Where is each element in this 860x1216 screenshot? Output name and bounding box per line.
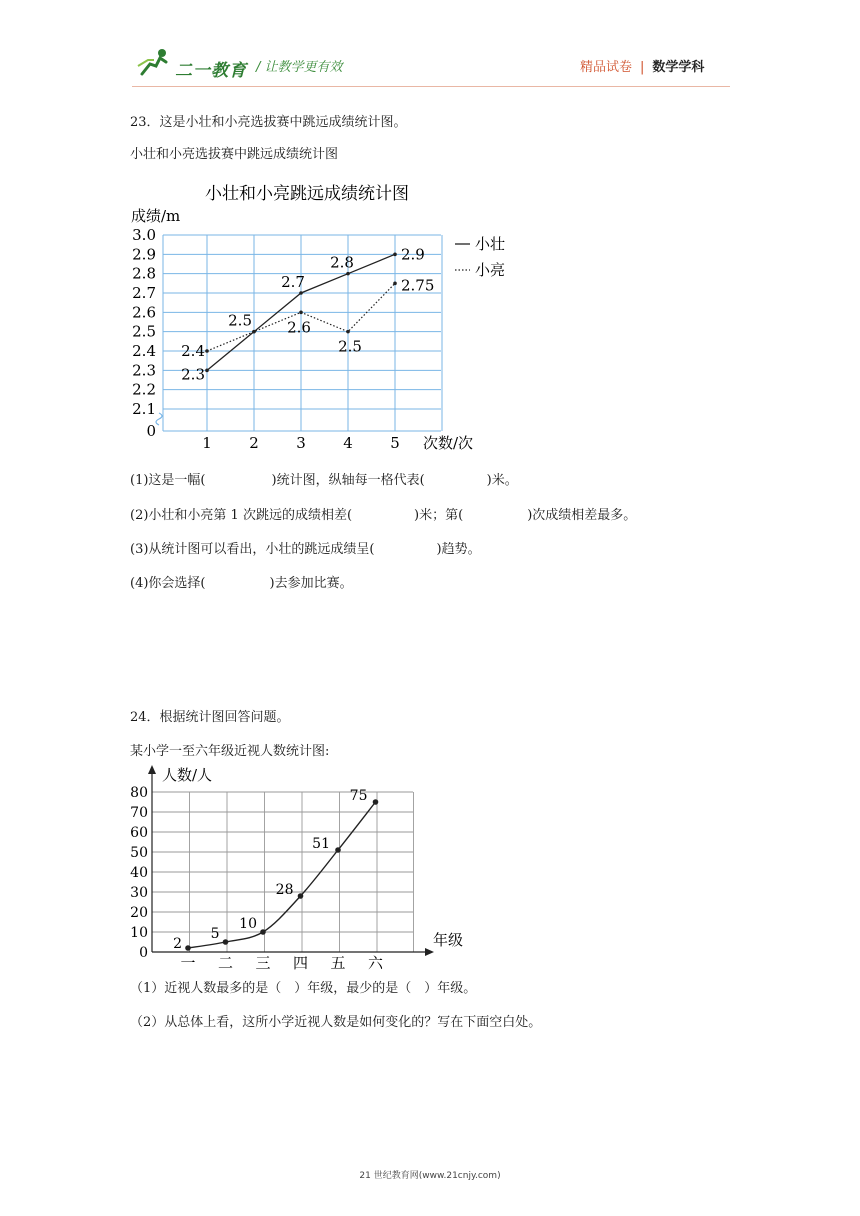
data-label: 2.3 <box>181 365 205 384</box>
q23-sub4-text-a: (4)你会选择( <box>130 576 206 591</box>
y-tick-label: 0 <box>139 945 148 961</box>
data-point <box>299 311 303 315</box>
x-tick-label: 五 <box>330 954 346 972</box>
y-tick-label: 2.6 <box>132 303 156 322</box>
data-label: 75 <box>349 788 368 804</box>
data-point <box>205 369 209 373</box>
data-point <box>260 929 266 935</box>
data-label: 2.4 <box>181 342 205 360</box>
x-tick-label: 三 <box>255 954 271 972</box>
q23-sub3-text-b: )趋势。 <box>436 542 481 557</box>
data-label: 2.8 <box>330 253 354 272</box>
y-tick-label: 2.9 <box>132 245 156 264</box>
y-tick-label: 0 <box>146 422 156 440</box>
x-tick-label: 1 <box>202 434 212 452</box>
data-point <box>346 272 350 276</box>
x-axis-arrow <box>425 948 434 956</box>
data-point <box>205 349 209 353</box>
y-tick-label: 2.1 <box>132 400 156 418</box>
data-label: 2.5 <box>338 337 362 356</box>
y-tick-label: 2.8 <box>132 264 156 283</box>
axis-break-mark <box>156 413 162 425</box>
data-point <box>393 282 397 286</box>
x-axis-label: 年级 <box>433 931 464 949</box>
y-tick-label: 2.5 <box>132 322 156 341</box>
x-tick-label: 四 <box>292 954 309 972</box>
jump-chart <box>125 175 525 460</box>
data-label: 2.75 <box>401 276 435 295</box>
header-divider <box>132 86 730 87</box>
y-tick-label: 2.2 <box>132 380 156 399</box>
y-tick-label: 70 <box>130 805 148 821</box>
y-tick-label: 2.7 <box>132 284 156 302</box>
runner-logo-icon <box>136 48 172 78</box>
q23-sub1 <box>130 472 518 490</box>
data-label: 2.7 <box>281 273 305 291</box>
y-tick-label: 2.3 <box>132 361 156 380</box>
y-axis-label: 人数/人 <box>162 766 213 784</box>
footer: 21 世纪教育网(www.21cnjy.com) <box>359 1171 501 1181</box>
data-label: 2.6 <box>287 318 311 337</box>
data-point <box>223 939 229 945</box>
q23-sub4-text-b: )去参加比赛。 <box>269 576 353 591</box>
x-tick-label: 5 <box>390 434 400 452</box>
data-point <box>185 945 191 951</box>
logo-text: 二一教育 <box>175 61 247 81</box>
y-tick-label: 10 <box>130 925 148 941</box>
data-label: 5 <box>210 926 220 942</box>
legend-label: 小壮 <box>475 235 506 253</box>
data-point <box>252 330 256 334</box>
data-point <box>298 893 304 899</box>
logo <box>136 48 172 78</box>
x-tick-label: 一 <box>180 954 196 972</box>
data-label: 28 <box>275 882 294 898</box>
q23-sub2-text-a: (2)小壮和小亮第 1 次跳远的成绩相差( <box>130 508 353 523</box>
q23-sub1-text-c: )米。 <box>486 473 518 488</box>
q23-sub2 <box>130 507 636 525</box>
header-separator: | <box>640 60 645 75</box>
data-label: 2 <box>173 936 182 952</box>
chart-title: 小壮和小亮跳远成绩统计图 <box>205 184 409 204</box>
q24-caption: 某小学一至六年级近视人数统计图: <box>130 744 330 759</box>
header-subject: 数学学科 <box>652 60 705 75</box>
y-tick-label: 3.0 <box>132 226 156 244</box>
data-label: 51 <box>312 836 330 852</box>
y-tick-label: 40 <box>130 865 148 881</box>
myopia-chart <box>125 762 475 974</box>
q23-sub3 <box>130 541 481 559</box>
x-tick-label: 二 <box>217 954 234 972</box>
data-label: 10 <box>239 916 257 932</box>
data-label: 2.5 <box>228 311 252 330</box>
data-point <box>393 253 397 257</box>
data-point <box>335 847 341 853</box>
q24-sub2: （2）从总体上看，这所小学近视人数是如何变化的？写在下面空白处。 <box>130 1015 542 1030</box>
data-point <box>346 330 350 334</box>
q24-stem: 24．根据统计图回答问题。 <box>130 710 290 725</box>
y-axis-label: 成绩/m <box>131 207 181 225</box>
q23-sub2-text-b: )米；第( <box>414 508 464 523</box>
header-slogan: / 让教学更有效 <box>256 60 343 75</box>
q23-caption: 小壮和小亮选拔赛中跳远成绩统计图 <box>130 147 339 162</box>
q23-stem: 23．这是小壮和小亮选拔赛中跳远成绩统计图。 <box>130 115 407 130</box>
y-tick-label: 30 <box>130 885 148 901</box>
q23-sub1-text-b: )统计图，纵轴每一格代表( <box>271 473 425 488</box>
data-point <box>373 799 379 805</box>
q23-sub4 <box>130 575 353 593</box>
y-tick-label: 80 <box>130 785 148 801</box>
legend-label: 小亮 <box>475 261 506 279</box>
y-tick-label: 60 <box>130 825 148 841</box>
q24-sub1: （1）近视人数最多的是（ ）年级，最少的是（ ）年级。 <box>130 981 477 996</box>
x-axis-label: 次数/次 <box>423 434 474 452</box>
y-axis-arrow <box>148 765 156 774</box>
q23-sub2-text-c: )次成绩相差最多。 <box>527 508 637 523</box>
data-label: 2.9 <box>401 245 425 264</box>
q23-sub3-text-a: (3)从统计图可以看出，小壮的跳远成绩呈( <box>130 542 375 557</box>
y-tick-label: 20 <box>130 905 148 921</box>
header-right <box>580 56 704 75</box>
y-tick-label: 2.4 <box>132 342 156 360</box>
header-label: 精品试卷 <box>580 60 633 75</box>
x-tick-label: 2 <box>249 434 259 452</box>
data-point <box>299 291 303 295</box>
x-tick-label: 3 <box>296 434 306 452</box>
y-tick-label: 50 <box>130 845 148 861</box>
x-tick-label: 4 <box>343 434 353 452</box>
q23-sub1-text-a: (1)这是一幅( <box>130 473 206 488</box>
x-tick-label: 六 <box>367 954 384 972</box>
